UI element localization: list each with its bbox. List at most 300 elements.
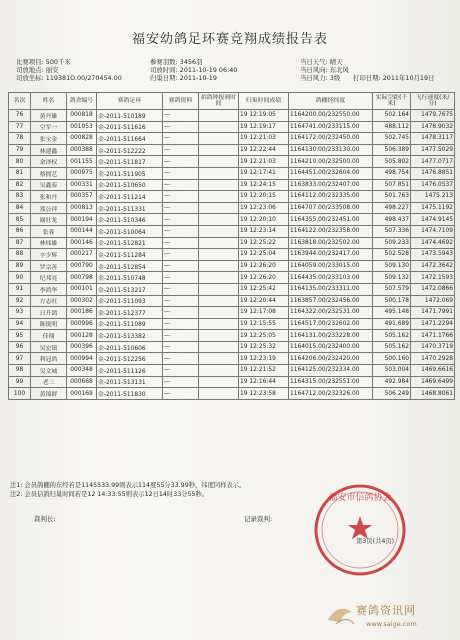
table-cell: 000194	[67, 214, 97, 226]
table-row	[9, 341, 455, 353]
table-cell: 19 12:21:52	[239, 365, 289, 377]
table-cell: ---	[163, 283, 199, 295]
table-cell: 1164059.00/233015.00	[289, 260, 373, 272]
table-row	[9, 214, 455, 226]
table-cell: 1472.069	[411, 295, 455, 307]
table-cell: 000813	[67, 202, 97, 214]
watermark-name: 赛鸽资讯网	[356, 604, 416, 617]
table-cell: 501.763	[373, 191, 411, 203]
table-cell: 余泽权	[31, 156, 67, 168]
table-cell: 498.437	[373, 214, 411, 226]
table-cell: 金-2011-511126	[97, 365, 163, 377]
table-cell: 19 12:25:32	[239, 341, 289, 353]
table-cell	[199, 225, 239, 237]
table-cell: 507.336	[373, 225, 411, 237]
table-cell: 张和丹	[31, 191, 67, 203]
table-cell: 1163833.00/232407.00	[289, 179, 373, 191]
table-cell: 1478.9032	[411, 121, 455, 133]
table-cell: 000348	[67, 365, 97, 377]
table-cell: 19 12:21:03	[239, 156, 289, 168]
table-row	[9, 353, 455, 365]
table-cell: 96	[9, 341, 31, 353]
table-cell: 1472.0866	[411, 283, 455, 295]
table-cell: 505.802	[373, 156, 411, 168]
table-cell: 老三	[31, 376, 67, 388]
table-cell: 000828	[67, 133, 97, 145]
table-cell: 蔡拥艺	[31, 167, 67, 179]
table-cell: 82	[9, 179, 31, 191]
header-item: 参赛羽数: 3456羽	[150, 58, 203, 66]
table-cell: 金-2011-510064	[97, 225, 163, 237]
table-cell: 000169	[67, 388, 97, 400]
table-cell: 495.148	[373, 307, 411, 319]
table-cell: 1164210.00/232500.00	[289, 156, 373, 168]
table-cell: 100	[9, 388, 31, 400]
table-cell: 88	[9, 249, 31, 261]
table-cell: ---	[163, 376, 199, 388]
table-cell: 1471.7991	[411, 307, 455, 319]
col-header: 鸽棚经纬度	[289, 93, 373, 110]
table-cell: 19 12:26:20	[239, 260, 289, 272]
table-cell: 86	[9, 225, 31, 237]
table-cell	[199, 249, 239, 261]
table-cell: 1469.6616	[411, 365, 455, 377]
table-cell: 19 12:23:14	[239, 225, 289, 237]
footnotes	[10, 482, 245, 499]
table-cell	[199, 283, 239, 295]
header-item: 当日风向: 东北风	[300, 66, 349, 75]
table-cell: 000396	[67, 341, 97, 353]
table-cell: 1164517.00/232602.00	[289, 318, 373, 330]
table-cell: 黄锦群	[31, 388, 67, 400]
table-cell: 19 12:19:17	[239, 121, 289, 133]
table-cell: 金-2011-511830	[97, 388, 163, 400]
header-item: 归巢日期: 2011-10-19	[150, 74, 217, 83]
table-cell: 金-2011-511664	[97, 133, 163, 145]
table-cell: 1164355.00/232451.00	[289, 214, 373, 226]
table-cell: 000996	[67, 318, 97, 330]
col-header: 归巢时间成绩	[239, 93, 289, 110]
table-cell: 84	[9, 202, 31, 214]
table-cell: 000186	[67, 307, 97, 319]
table-cell: 1476.0537	[411, 179, 455, 191]
table-cell	[199, 388, 239, 400]
table-header-row	[9, 93, 455, 110]
table-cell: 金-2011-511817	[97, 156, 163, 168]
table-cell: 509.130	[373, 260, 411, 272]
table-cell	[199, 341, 239, 353]
table-cell: 19 12:21:03	[239, 133, 289, 145]
judge-head-signature: 裁判长:	[34, 515, 56, 523]
table-cell: 辛少辉	[31, 249, 67, 261]
recorder-signature: 记录裁判:	[244, 515, 273, 523]
table-cell: 1163818.00/232502.00	[289, 237, 373, 249]
table-cell: ---	[163, 318, 199, 330]
table-cell: ---	[163, 307, 199, 319]
table-cell: 1164206.00/232420.00	[289, 353, 373, 365]
table-cell	[199, 353, 239, 365]
table-row	[9, 388, 455, 400]
table-cell: 1474.9145	[411, 214, 455, 226]
header-item: 司放坐标: 119381O.00/270454.00	[16, 74, 122, 83]
table-cell: 77	[9, 121, 31, 133]
table-cell	[199, 167, 239, 179]
table-cell: 1471.2294	[411, 318, 455, 330]
table-cell: 1469.6499	[411, 376, 455, 388]
table-cell: 金-2011-512377	[97, 307, 163, 319]
table-cell: 81	[9, 167, 31, 179]
table-cell: 金-2011-513217	[97, 283, 163, 295]
table-cell: 1477.0717	[411, 156, 455, 168]
table-cell	[199, 237, 239, 249]
table-row	[9, 121, 455, 133]
table-cell: ---	[163, 156, 199, 168]
table-row	[9, 133, 455, 145]
table-cell: 1479.7675	[411, 110, 455, 122]
table-cell: 19 12:23:58	[239, 388, 289, 400]
table-cell: 19 12:17:41	[239, 167, 289, 179]
table-cell: 505.162	[373, 330, 411, 342]
table-cell: 000144	[67, 225, 97, 237]
table-cell: 罗宗善	[31, 260, 67, 272]
table-cell: 1472.3642	[411, 260, 455, 272]
table-cell: 000975	[67, 167, 97, 179]
table-cell: ---	[163, 133, 199, 145]
header-block-left	[16, 58, 122, 83]
table-cell: 79	[9, 144, 31, 156]
table-cell: 000994	[67, 353, 97, 365]
table-cell: 1164712.00/232326.00	[289, 388, 373, 400]
page-indicator: 第3页(共4页)	[356, 538, 395, 545]
table-cell: 金-2011-510650	[97, 179, 163, 191]
table-cell: 19 12:25:04	[239, 249, 289, 261]
table-cell: 506.249	[373, 388, 411, 400]
table-cell: 1472.1593	[411, 272, 455, 284]
table-cell: 金-2011-513131	[97, 376, 163, 388]
table-cell: ---	[163, 272, 199, 284]
table-cell: 1470.3719	[411, 341, 455, 353]
table-row	[9, 376, 455, 388]
table-cell: 000798	[67, 272, 97, 284]
table-cell: ---	[163, 341, 199, 353]
table-cell	[199, 121, 239, 133]
table-cell: 502.164	[373, 110, 411, 122]
table-cell: 张蓉	[31, 225, 67, 237]
table-cell: 76	[9, 110, 31, 122]
table-cell: 1164435.00/233103.00	[289, 272, 373, 284]
table-cell: 纪邦亮	[31, 272, 67, 284]
table-cell: 001155	[67, 156, 97, 168]
col-header: 赛鸽足环	[97, 93, 163, 110]
table-cell: 金-2011-510346	[97, 214, 163, 226]
table-cell: ---	[163, 237, 199, 249]
table-row	[9, 110, 455, 122]
table-row	[9, 318, 455, 330]
footnote: 注1: 会员鸽棚的东经若是1145533.99则表示114度55分33.99秒，纬度同样表示。	[10, 482, 246, 489]
table-cell: 林炜雄	[31, 237, 67, 249]
table-cell: 1471.1766	[411, 330, 455, 342]
table-cell: 92	[9, 295, 31, 307]
header-item: 司放地点: 丽安	[16, 66, 59, 75]
table-cell: 19 12:24:15	[239, 179, 289, 191]
table-cell: 佳翔	[31, 330, 67, 342]
table-cell	[199, 318, 239, 330]
table-cell: 1164200.00/232550.00	[289, 110, 373, 122]
table-cell: 000388	[67, 144, 97, 156]
table-cell: 19 12:17:08	[239, 307, 289, 319]
table-cell: 19 12:20:15	[239, 191, 289, 203]
table-cell: 金-2011-511331	[97, 202, 163, 214]
table-cell: 19 12:25:22	[239, 237, 289, 249]
table-cell: 金-2011-512821	[97, 237, 163, 249]
table-row	[9, 225, 455, 237]
table-cell: 1163944.00/232417.00	[289, 249, 373, 261]
table-cell: 1474.4692	[411, 237, 455, 249]
table-row	[9, 330, 455, 342]
table-cell: 503.004	[373, 365, 411, 377]
table-cell: 85	[9, 214, 31, 226]
watermark-url: www.saige.com	[366, 620, 417, 628]
table-cell: 1164015.00/232400.00	[289, 341, 373, 353]
table-cell: 金-2011-511284	[97, 249, 163, 261]
table-cell: 000357	[67, 191, 97, 203]
table-cell	[199, 156, 239, 168]
table-row	[9, 237, 455, 249]
table-cell: 1164112.00/232335.00	[289, 191, 373, 203]
table-cell: 498.227	[373, 202, 411, 214]
table-cell: 97	[9, 353, 31, 365]
table-cell: 金-2011-510606	[97, 341, 163, 353]
table-cell: 500.178	[373, 295, 411, 307]
col-header: 飞行速度(米/分)	[411, 93, 455, 110]
table-cell: 19 12:16:44	[239, 376, 289, 388]
table-cell: ---	[163, 202, 199, 214]
col-header: 名次	[9, 93, 31, 110]
table-cell: 1164172.00/232450.00	[289, 133, 373, 145]
table-cell: 金-2011-512256	[97, 353, 163, 365]
table-cell	[199, 133, 239, 145]
table-cell: 陈锐明	[31, 318, 67, 330]
table-cell: 张宝金	[31, 133, 67, 145]
table-cell	[199, 110, 239, 122]
table-row	[9, 365, 455, 377]
table-cell: ---	[163, 225, 199, 237]
col-header: 实际空距(千米)	[373, 93, 411, 110]
table-cell: 90	[9, 272, 31, 284]
table-row	[9, 179, 455, 191]
table-cell	[199, 179, 239, 191]
table-cell: 利冠鸽	[31, 353, 67, 365]
table-cell: 19 12:23:19	[239, 353, 289, 365]
table-cell: 19 12:25:05	[239, 330, 289, 342]
table-cell: ---	[163, 167, 199, 179]
table-cell: ---	[163, 353, 199, 365]
table-cell: 金-2011-511093	[97, 295, 163, 307]
table-cell	[199, 295, 239, 307]
official-seal	[310, 480, 410, 580]
table-row	[9, 167, 455, 179]
table-row	[9, 307, 455, 319]
results-table	[8, 92, 455, 400]
table-cell: 金-2011-510748	[97, 272, 163, 284]
table-cell: 1164451.00/232604.00	[289, 167, 373, 179]
table-cell: ---	[163, 179, 199, 191]
table-cell: 谢壮龙	[31, 214, 67, 226]
header-block-right	[300, 58, 434, 83]
table-cell: 492.984	[373, 376, 411, 388]
table-cell: ---	[163, 110, 199, 122]
table-cell: 金-2011-512854	[97, 260, 163, 272]
table-cell: 金-2011-511905	[97, 167, 163, 179]
table-cell: 000790	[67, 260, 97, 272]
table-cell: 金-2011-511089	[97, 318, 163, 330]
table-row	[9, 144, 455, 156]
table-cell: 93	[9, 307, 31, 319]
table-cell: 505.162	[373, 341, 411, 353]
table-cell: 000101	[67, 283, 97, 295]
table-cell: 吴文城	[31, 365, 67, 377]
table-cell	[199, 260, 239, 272]
table-cell: 1468.8061	[411, 388, 455, 400]
table-cell: 1470.2928	[411, 353, 455, 365]
table-cell: ---	[163, 249, 199, 261]
table-cell: 000128	[67, 330, 97, 342]
table-cell: 19 12:25:42	[239, 283, 289, 295]
table-cell: 1164122.00/232358.00	[289, 225, 373, 237]
table-cell: 郑公祥	[31, 202, 67, 214]
table-cell: 19 12:15:55	[239, 318, 289, 330]
table-cell: 000331	[67, 179, 97, 191]
table-cell: ---	[163, 144, 199, 156]
table-cell: 89	[9, 260, 31, 272]
seal-text: 福安市信鸽协会	[328, 493, 392, 503]
table-cell	[199, 214, 239, 226]
table-cell: ---	[163, 121, 199, 133]
table-cell: 000217	[67, 249, 97, 261]
table-cell	[199, 191, 239, 203]
table-cell: 19 12:20:44	[239, 295, 289, 307]
footnote: 注2: 会员信鸽归巢时间若是12 14:33:55则表示12日14时33分55秒。	[10, 490, 209, 498]
table-cell: 1164322.00/232531.00	[289, 307, 373, 319]
table-cell: 19 12:26:20	[239, 272, 289, 284]
table-cell: 95	[9, 330, 31, 342]
table-cell: 000668	[67, 376, 97, 388]
table-cell: 1164125.00/232334.00	[289, 365, 373, 377]
table-cell: 498.754	[373, 167, 411, 179]
table-cell	[199, 376, 239, 388]
table-cell: 000146	[67, 237, 97, 249]
table-cell: 509.132	[373, 272, 411, 284]
table-cell: 19 12:23:06	[239, 202, 289, 214]
col-header: 拍鸽钟报到时间	[199, 93, 239, 110]
header-item: 比赛项目: 500千米	[16, 58, 71, 66]
table-row	[9, 202, 455, 214]
table-cell: 19 12:22:44	[239, 144, 289, 156]
table-cell: 吴宏镇	[31, 341, 67, 353]
table-row	[9, 295, 455, 307]
table-cell: 509.233	[373, 237, 411, 249]
table-cell: 83	[9, 191, 31, 203]
report-title: 福安幼鸽足环赛竞翔成绩报告表	[131, 32, 328, 47]
table-cell: ---	[163, 214, 199, 226]
table-cell: 1164135.00/233311.00	[289, 283, 373, 295]
table-row	[9, 272, 455, 284]
table-cell: 78	[9, 133, 31, 145]
table-cell: 金-2011-510189	[97, 110, 163, 122]
col-header: 鸽舍编号	[67, 93, 97, 110]
table-cell: ---	[163, 388, 199, 400]
table-cell: 1164315.00/232551.00	[289, 376, 373, 388]
table-cell: 87	[9, 237, 31, 249]
header-item: 当日天气: 晴天	[300, 58, 343, 66]
table-cell: ---	[163, 260, 199, 272]
table-cell: 000818	[67, 110, 97, 122]
table-cell: 金-2011-512222	[97, 144, 163, 156]
table-cell: 19 12:20:10	[239, 214, 289, 226]
table-cell: 502.745	[373, 133, 411, 145]
table-cell: 80	[9, 156, 31, 168]
table-cell: 空军一	[31, 121, 67, 133]
table-cell: 1476.8851	[411, 167, 455, 179]
table-cell: 金-2011-511214	[97, 191, 163, 203]
header-item: 司放时间: 2011-10-19 06:40	[150, 66, 238, 75]
table-cell: 488.112	[373, 121, 411, 133]
table-cell: 1164741.00/233115.00	[289, 121, 373, 133]
table-cell: 000302	[67, 295, 97, 307]
table-cell: 金-2011-511616	[97, 121, 163, 133]
table-cell: 99	[9, 376, 31, 388]
table-row	[9, 283, 455, 295]
header-block-middle	[150, 58, 237, 83]
table-cell: 日升鸽	[31, 307, 67, 319]
table-cell: 黄丹雄	[31, 110, 67, 122]
table-cell: 507.851	[373, 179, 411, 191]
table-row	[9, 260, 455, 272]
col-header: 赛鸽资料	[163, 93, 199, 110]
table-cell: 502.528	[373, 249, 411, 261]
table-row	[9, 156, 455, 168]
table-cell: 方志旺	[31, 295, 67, 307]
table-cell: ---	[163, 191, 199, 203]
table-cell: ---	[163, 365, 199, 377]
table-cell: 1475.1192	[411, 202, 455, 214]
table-cell: 吴鑫泰	[31, 179, 67, 191]
table-cell: 500.160	[373, 353, 411, 365]
table-cell: 98	[9, 365, 31, 377]
table-cell: 1164130.00/233130.00	[289, 144, 373, 156]
table-cell: 林建鑫	[31, 144, 67, 156]
table-cell: 94	[9, 318, 31, 330]
table-cell: 1473.5943	[411, 249, 455, 261]
table-cell: 1164131.00/233228.00	[289, 330, 373, 342]
table-cell	[199, 365, 239, 377]
table-cell: ---	[163, 295, 199, 307]
table-cell: 507.579	[373, 283, 411, 295]
table-row	[9, 249, 455, 261]
table-row	[9, 191, 455, 203]
table-cell: 19 12:19:05	[239, 110, 289, 122]
table-cell: 1477.5029	[411, 144, 455, 156]
table-cell: 1163857.00/232456.00	[289, 295, 373, 307]
table-cell: 1164707.00/233508.00	[289, 202, 373, 214]
table-cell: 001053	[67, 121, 97, 133]
table-cell: 506.389	[373, 144, 411, 156]
table-cell: 金-2011-513382	[97, 330, 163, 342]
table-cell	[199, 330, 239, 342]
table-cell	[199, 307, 239, 319]
table-cell: 李鸿华	[31, 283, 67, 295]
table-cell: 491.689	[373, 318, 411, 330]
